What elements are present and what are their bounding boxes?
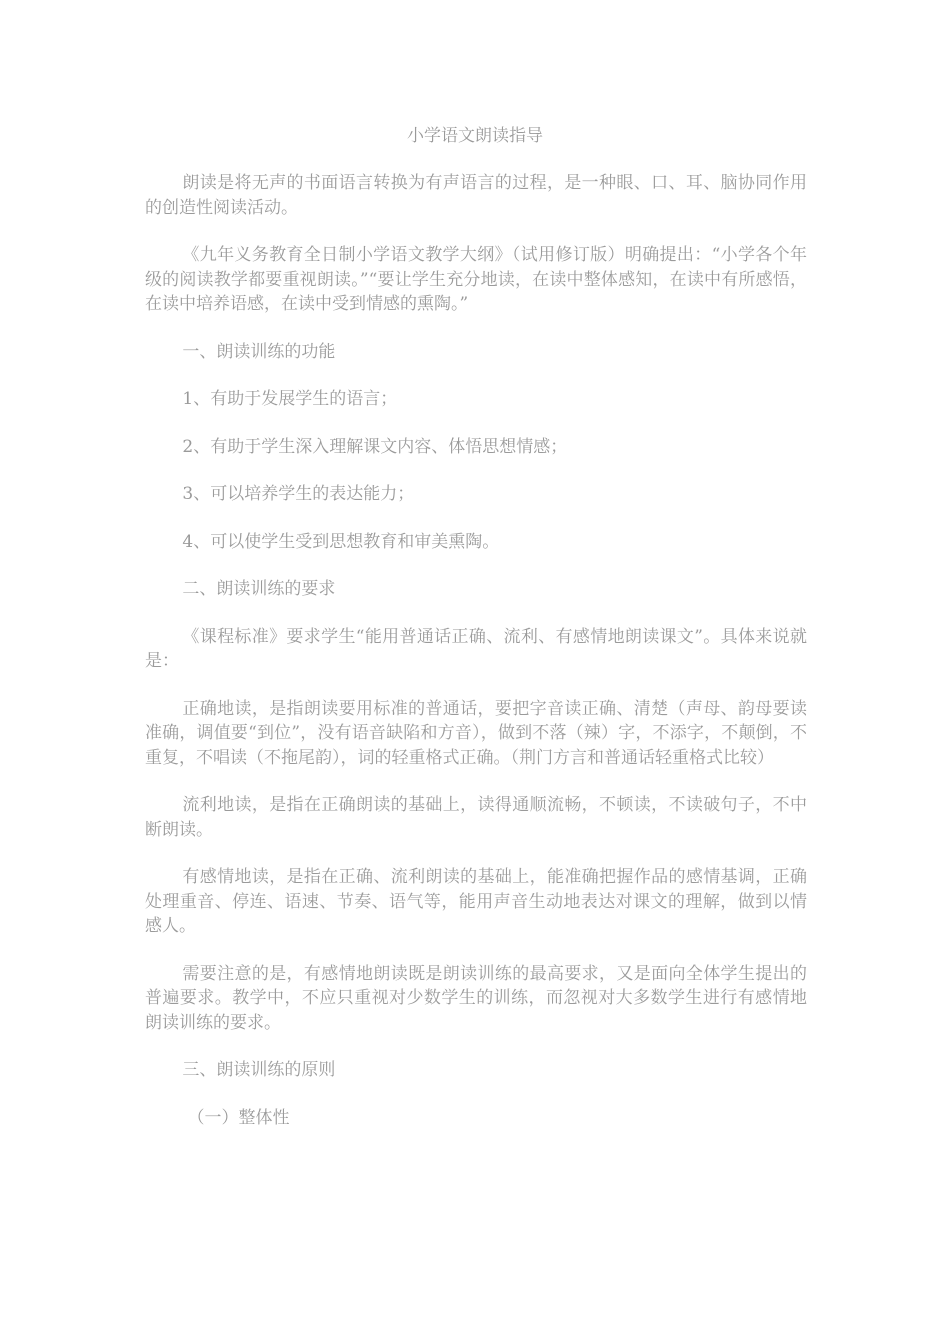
section-heading-principles: 三、朗读训练的原则 bbox=[182, 1060, 336, 1080]
list-item-function-4: 4、可以使学生受到思想教育和审美熏陶。 bbox=[182, 531, 500, 552]
list-item-function-1: 1、有助于发展学生的语言； bbox=[182, 389, 398, 409]
paragraph-curriculum-standard: 《课程标准》要求学生“能用普通话正确、流利、有感情地朗读课文”。具体来说就是： bbox=[145, 626, 807, 671]
paragraph-syllabus-quote: 《九年义务教育全日制小学语文教学大纲》（试用修订版）明确提出：“小学各个年级的阅读教学都要重视朗读。”“要让学生充分地读，在读中整体感知，在读中有所感悟，在读中培养语感，在读中受到情感的熏陶。” bbox=[145, 245, 807, 314]
paragraph-read-correctly: 正确地读，是指朗读要用标准的普通话，要把字音读正确、清楚（声母、韵母要读准确，调值要“到位”，没有语音缺陷和方音），做到不落（辣）字，不添字，不颠倒，不重复，不唱读（不拖尾韵），词的轻重格式正确。（荆门方言和普通话轻重格式比较） bbox=[145, 698, 807, 768]
subsection-heading-integrity: （一）整体性 bbox=[187, 1107, 290, 1128]
paragraph-intro: 朗读是将无声的书面语言转换为有声语言的过程，是一种眼、口、耳、脑协同作用的创造性阅读活动。 bbox=[145, 173, 807, 218]
paragraph-read-with-feeling: 有感情地读，是指在正确、流利朗读的基础上，能准确把握作品的感情基调，正确处理重音、停连、语速、节奏、语气等，能用声音生动地表达对课文的理解，做到以情感人。 bbox=[145, 867, 807, 936]
document-body bbox=[145, 171, 807, 1153]
paragraph-note: 需要注意的是，有感情地朗读既是朗读训练的最高要求，又是面向全体学生提出的普遍要求。教学中，不应只重视对少数学生的训练，而忽视对大多数学生进行有感情地朗读训练的要求。 bbox=[145, 963, 807, 1033]
section-heading-functions: 一、朗读训练的功能 bbox=[182, 341, 336, 362]
list-item-function-3: 3、可以培养学生的表达能力； bbox=[182, 484, 415, 504]
paragraph-read-fluently: 流利地读，是指在正确朗读的基础上，读得通顺流畅，不顿读，不读破句子，不中断朗读。 bbox=[145, 795, 807, 840]
document-title: 小学语文朗读指导 bbox=[407, 126, 543, 146]
list-item-function-2: 2、有助于学生深入理解课文内容、体悟思想情感； bbox=[182, 436, 568, 457]
section-heading-requirements: 二、朗读训练的要求 bbox=[182, 579, 336, 599]
